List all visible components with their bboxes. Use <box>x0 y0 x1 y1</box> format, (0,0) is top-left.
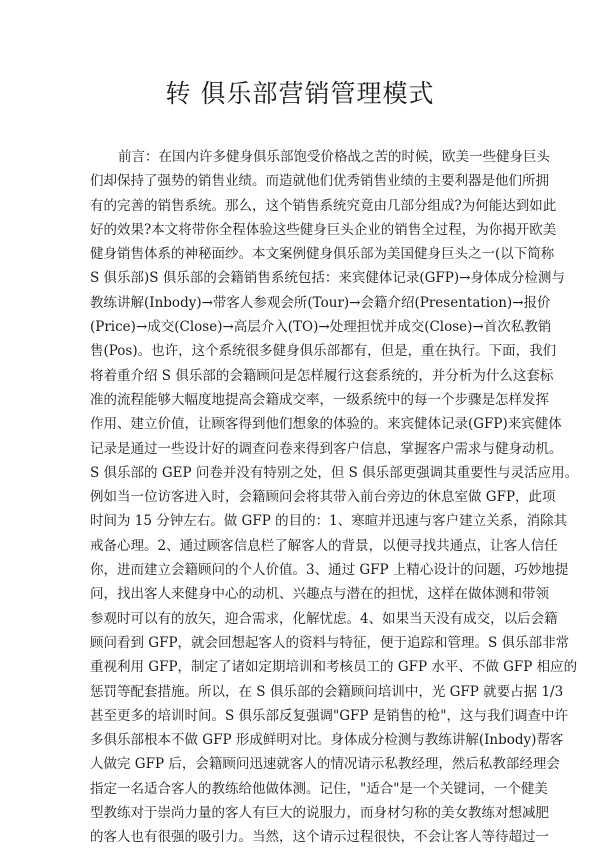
body-line: 有的完善的销售系统。那么，这个销售系统究竟由几部分组成?为何能达到如此 <box>90 197 557 214</box>
document-title: 转 俱乐部营销管理模式 <box>165 79 435 108</box>
body-line: 顾问看到 GFP，就会回想起客人的资料与特征，便于追踪和管理。S 俱乐部非常 <box>90 634 570 651</box>
document-body <box>90 145 579 850</box>
body-line: S 俱乐部)S 俱乐部的会籍销售系统包括：来宾健体记录(GFP)→身体成分检测与 <box>90 270 565 287</box>
body-line: 作用、建立价值，让顾客得到他们想象的体验的。来宾健体记录(GFP)来宾健体 <box>90 416 562 433</box>
body-line: 的客人也有很强的吸引力。当然，这个请示过程很快，不会让客人等待超过一 <box>90 829 549 846</box>
body-line: 多俱乐部根本不做 GFP 形成鲜明对比。身体成分检测与教练讲解(Inbody)帮客 <box>90 732 564 749</box>
body-line: 人做完 GFP 后，会籍顾问迅速就客人的情况请示私教经理，然后私教部经理会 <box>90 756 560 773</box>
body-line: 记录是通过一些设计好的调查问卷来得到客户信息，掌握客户需求与健身动机。 <box>90 440 563 457</box>
body-line: 健身销售体系的神秘面纱。本文案例健身俱乐部为美国健身巨头之一(以下简称 <box>90 246 555 263</box>
body-line: (Price)→成交(Close)→高层介入(TO)→处理担忧并成交(Close)→首次私教销 <box>90 319 552 336</box>
body-line: 问，找出客人来健身中心的动机、兴趣点与潜在的担忧，这样在做体测和带领 <box>90 586 549 603</box>
body-line: 惩罚等配套措施。所以，在 S 俱乐部的会籍顾问培训中，光 GFP 就要占据 1/3 <box>90 683 564 700</box>
body-line: 前言：在国内许多健身俱乐部饱受价格战之苦的时候，欧美一些健身巨头 <box>118 149 550 165</box>
body-line: 教练讲解(Inbody)→带客人参观会所(Tour)→会籍介绍(Presentation)→报价 <box>90 294 551 311</box>
body-line: 指定一名适合客人的教练给他做体测。记住，"适合"是一个关键词，一个健美 <box>90 780 548 797</box>
body-line: 重视利用 GFP，制定了诸如定期培训和考核员工的 GFP 水平、不做 GFP 相应的 <box>90 659 578 676</box>
body-line: 戒备心理。2、通过顾客信息栏了解客人的背景，以便寻找共通点，让客人信任 <box>90 537 558 554</box>
body-line: 好的效果?本文将带你全程体验这些健身巨头企业的销售全过程，为你揭开欧美 <box>90 221 557 238</box>
body-line: 售(Pos)。也许，这个系统很多健身俱乐部都有，但是，重在执行。下面，我们 <box>90 343 557 360</box>
body-line: 参观时可以有的放矢，迎合需求，化解忧虑。4、如果当天没有成交，以后会籍 <box>90 610 558 627</box>
body-line: 时间为 15 分钟左右。做 GFP 的目的：1、寒暄并迅速与客户建立关系，消除其 <box>90 513 568 530</box>
body-line: 你，进而建立会籍顾问的个人价值。3、通过 GFP 上精心设计的问题，巧妙地提 <box>90 562 569 579</box>
body-line: 们却保持了强势的销售业绩。而造就他们优秀销售业绩的主要利器是他们所拥 <box>90 173 549 190</box>
body-line: 准的流程能够大幅度地提高会籍成交率，一级系统中的每一个步骤是怎样发挥 <box>90 391 549 408</box>
body-line: 将着重介绍 S 俱乐部的会籍顾问是怎样履行这套系统的，并分析为什么这套标 <box>90 367 554 384</box>
body-line: 型教练对于崇尚力量的客人有巨大的说服力，而身材匀称的美女教练对想减肥 <box>90 805 549 822</box>
body-line: 例如当一位访客进入时，会籍顾问会将其带入前台旁边的休息室做 GFP，此项 <box>90 489 556 506</box>
body-line: 甚至更多的培训时间。S 俱乐部反复强调"GFP 是销售的枪"，这与我们调查中许 <box>90 707 568 724</box>
body-line: S 俱乐部的 GEP 问卷并没有特别之处，但 S 俱乐部更强调其重要性与灵活应用。 <box>90 464 579 481</box>
